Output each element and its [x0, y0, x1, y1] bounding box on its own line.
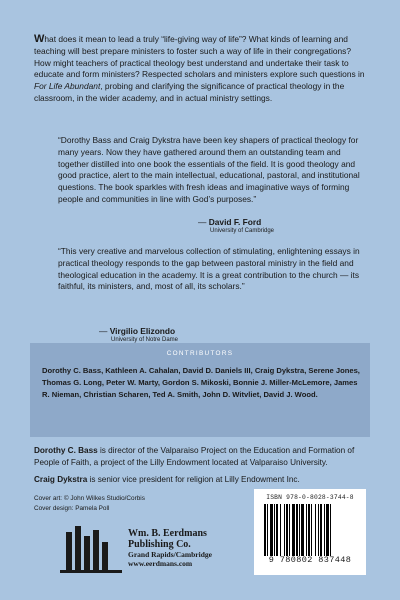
- endorser-name-elizondo: Virgilio Elizondo: [109, 326, 176, 336]
- publisher-name-line1: Wm. B. Eerdmans: [128, 528, 207, 539]
- endorsement-attribution-ford: [198, 217, 274, 235]
- contributors-heading: CONTRIBUTORS: [166, 350, 234, 357]
- cover-design-credit: Cover design: Pamela Poll: [34, 504, 110, 512]
- publisher-block: [128, 528, 212, 568]
- isbn-barcode-panel: [254, 489, 366, 575]
- isbn-label: ISBN 978-0-8028-3744-8: [266, 494, 354, 501]
- editor-bio-text-dykstra: is senior vice president for religion at Lilly Endowment Inc.: [87, 475, 300, 484]
- endorsement-quote-elizondo: “This very creative and marvelous collection of stimulating, enlightening essays in practical theology responds to the gap between pastoral ministry in the field and theological education in the academy. It is a great contribution to the church — its faithful, its ministers, and, most of all, its scholars.”: [58, 246, 360, 292]
- cover-credits: [34, 494, 145, 513]
- attribution-dash: —: [99, 326, 110, 336]
- contributors-list: Dorothy C. Bass, Kathleen A. Cahalan, David D. Daniels III, Craig Dykstra, Serene Jones, Thomas G. Long, Peter W. Marty, Gordon S. Mikoski, Bonnie J. Miller-McLemore, James R. Nieman, Christian Scharen, Ted A. Smith, John D. Witvliet, David J. Wood.: [42, 366, 360, 400]
- endorser-name-ford: David F. Ford: [208, 217, 262, 227]
- book-title: For Life Abundant: [34, 81, 101, 92]
- endorsement-quote-ford: “Dorothy Bass and Craig Dykstra have been key shapers of practical theology for many years. Now they have gathered around them an outstanding team and together distilled into one book the essentials of the field. It is good theology and good practice, alert to the main intellectual, educational, pastoral, and institutional questions. The book sparkles with fresh ideas and imaginative ways of forming people and communities in line with God’s purposes.”: [58, 135, 360, 204]
- attribution-dash: —: [198, 217, 209, 227]
- editor-bio-dykstra: [34, 474, 368, 486]
- endorsement-attribution-elizondo: [99, 326, 178, 344]
- editor-name-dykstra: Craig Dykstra: [34, 475, 88, 484]
- intro-paragraph: [34, 34, 368, 105]
- intro-text-end: , probing and clarifying the significance of practical theology in the classroom, in the wider academy, and in actual ministry settings.: [34, 81, 345, 103]
- barcode-digits: 9 780802 837448: [268, 555, 352, 565]
- publisher-logo-icon: [60, 524, 122, 576]
- intro-text-start: hat does it mean to lead a truly “life-giving way of life”? What kinds of learning and teaching will best prepare ministers to foster such a way of life in their congregations? How might teachers of practical theology best understand and undertake their task to educate and form ministers? Respected scholars and ministers explore such questions in: [34, 34, 365, 80]
- editor-bio-bass: [34, 445, 368, 468]
- drop-cap: W: [34, 33, 45, 45]
- cover-art-credit: Cover art: © John Wilkes Studio/Corbis: [34, 495, 145, 502]
- barcode-icon: [262, 504, 358, 556]
- endorser-affiliation-ford: University of Cambridge: [210, 228, 275, 234]
- editor-bio-text-bass: is director of the Valparaiso Project on the Education and Formation of People of Faith, a project of the Lilly Endowment located at Valparaiso University.: [34, 446, 355, 467]
- publisher-location: Grand Rapids/Cambridge: [128, 550, 212, 559]
- editor-name-bass: Dorothy C. Bass: [34, 446, 98, 455]
- publisher-name-line2: Publishing Co.: [128, 539, 191, 550]
- endorser-affiliation-elizondo: University of Notre Dame: [111, 337, 179, 343]
- publisher-website: www.eerdmans.com: [128, 559, 193, 568]
- contributors-panel: [30, 343, 370, 437]
